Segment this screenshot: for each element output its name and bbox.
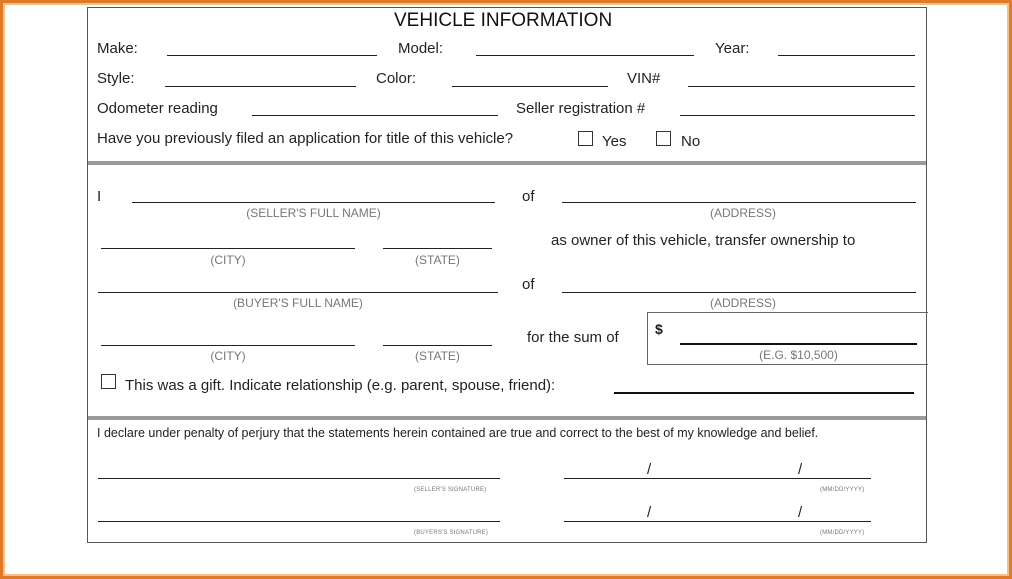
i-label: I (97, 188, 102, 205)
odometer-field[interactable] (252, 115, 498, 116)
seller-state-caption: (STATE) (415, 253, 460, 267)
seller-date-slash-2: / (798, 461, 803, 478)
dollar-sign: $ (655, 321, 663, 337)
buyer-city-field[interactable] (101, 345, 355, 346)
seller-name-caption: (SELLER'S FULL NAME) (246, 206, 381, 220)
color-label: Color: (376, 70, 417, 87)
buyer-date-caption: (MM/DD/YYYY) (820, 530, 865, 536)
seller-state-field[interactable] (383, 248, 492, 249)
seller-registration-field[interactable] (680, 115, 915, 116)
seller-name-field[interactable] (132, 202, 495, 203)
vin-label: VIN# (627, 70, 661, 87)
model-label: Model: (398, 40, 444, 57)
sum-field[interactable] (680, 343, 917, 345)
declaration-text: I declare under penalty of perjury that the statements herein contained are true and correct to the best of my knowledge and belief. (97, 426, 819, 440)
seller-date-field[interactable] (564, 478, 871, 479)
section-divider (88, 161, 926, 165)
gift-relationship-field[interactable] (614, 392, 914, 394)
buyer-name-field[interactable] (98, 292, 498, 293)
sum-caption: (E.G. $10,500) (759, 348, 838, 362)
yes-checkbox[interactable] (578, 131, 593, 146)
transfer-ownership-text: as owner of this vehicle, transfer ownership to (551, 232, 856, 249)
seller-registration-label: Seller registration # (516, 100, 646, 117)
seller-signature-caption: (SELLER'S SIGNATURE) (414, 487, 487, 493)
vehicle-transfer-form (87, 7, 927, 543)
color-field[interactable] (452, 86, 608, 87)
odometer-label: Odometer reading (97, 100, 218, 117)
model-field[interactable] (476, 55, 694, 56)
year-label: Year: (715, 40, 750, 57)
buyer-address-field[interactable] (562, 292, 916, 293)
form-title: VEHICLE INFORMATION (394, 10, 613, 31)
seller-city-field[interactable] (101, 248, 355, 249)
style-label: Style: (97, 70, 135, 87)
sum-label: for the sum of (527, 329, 619, 346)
previous-application-question: Have you previously filed an application for title of this vehicle? (97, 130, 514, 147)
buyer-date-slash-2: / (798, 504, 803, 521)
seller-address-field[interactable] (562, 202, 916, 203)
seller-signature-field[interactable] (98, 478, 500, 479)
buyer-date-slash-1: / (647, 504, 652, 521)
buyer-date-field[interactable] (564, 521, 871, 522)
of-label-buyer: of (522, 276, 535, 293)
style-field[interactable] (165, 86, 356, 87)
buyer-state-caption: (STATE) (415, 349, 460, 363)
section-divider-2 (88, 416, 926, 420)
vin-field[interactable] (688, 86, 915, 87)
seller-date-slash-1: / (647, 461, 652, 478)
seller-address-caption: (ADDRESS) (709, 206, 776, 220)
buyer-signature-field[interactable] (98, 521, 500, 522)
gift-text: This was a gift. Indicate relationship (e.g. parent, spouse, friend): (125, 377, 556, 394)
buyer-name-caption: (BUYER'S FULL NAME) (233, 296, 363, 310)
buyer-address-caption: (ADDRESS) (709, 296, 776, 310)
year-field[interactable] (778, 55, 915, 56)
no-checkbox[interactable] (656, 131, 671, 146)
make-label: Make: (97, 40, 138, 57)
no-label: No (681, 133, 701, 150)
buyer-signature-caption: (BUYERS'S SIGNATURE) (414, 530, 489, 536)
seller-city-caption: (CITY) (210, 253, 246, 267)
yes-label: Yes (602, 133, 627, 150)
buyer-state-field[interactable] (383, 345, 492, 346)
of-label-seller: of (522, 188, 535, 205)
buyer-city-caption: (CITY) (210, 349, 246, 363)
gift-checkbox[interactable] (101, 374, 116, 389)
make-field[interactable] (167, 55, 377, 56)
seller-date-caption: (MM/DD/YYYY) (820, 487, 865, 493)
